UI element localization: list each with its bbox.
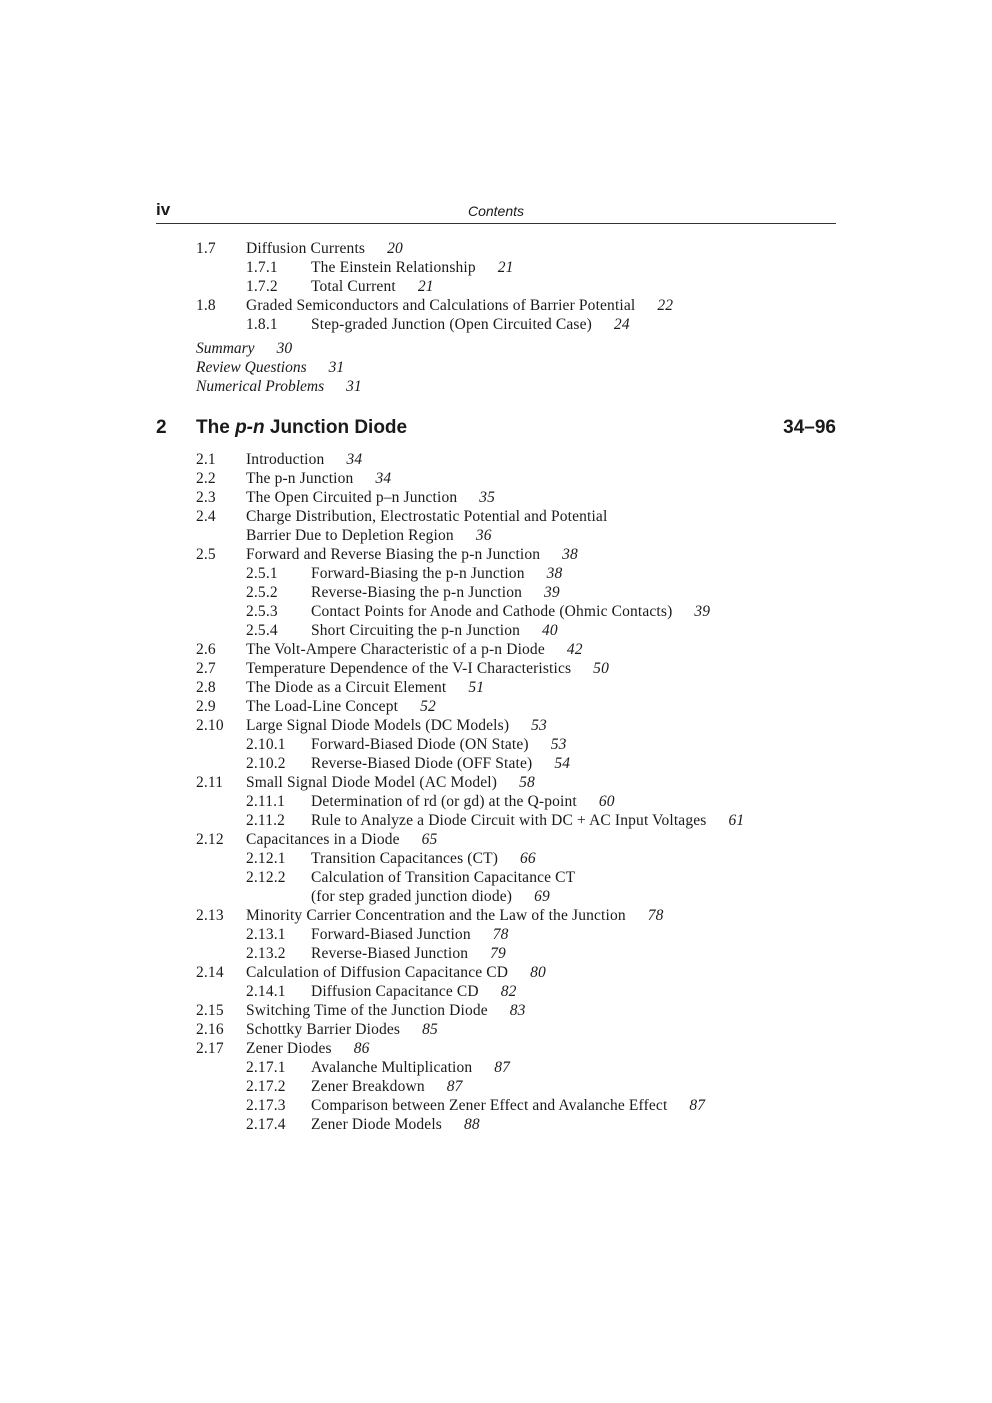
toc-number: 2.5 (196, 546, 216, 563)
toc-number: 2.5.2 (246, 584, 278, 601)
toc-number: 1.7 (196, 240, 216, 257)
chapter-number: 2 (156, 417, 167, 438)
toc-title: Contact Points for Anode and Cathode (Ohmic Contacts) 39 (311, 603, 711, 620)
toc-number: 2.7 (196, 660, 216, 677)
toc-page: 50 (593, 660, 609, 677)
toc-number: 2.17.3 (246, 1097, 286, 1114)
toc-title: Introduction 34 (246, 451, 363, 468)
toc-number: 2.10.2 (246, 755, 286, 772)
toc-number: 2.10 (196, 717, 224, 734)
toc-title: Forward-Biased Diode (ON State) 53 (311, 736, 567, 753)
toc-page: 69 (534, 888, 550, 905)
toc-number: 2.16 (196, 1021, 224, 1038)
toc-number: 2.5.1 (246, 565, 278, 582)
toc-page: 53 (550, 736, 567, 753)
toc-number: 2.14.1 (246, 983, 286, 1000)
toc-page: 38 (546, 565, 563, 582)
toc-page: 53 (531, 717, 547, 734)
toc-title: Zener Diodes 86 (246, 1040, 370, 1057)
toc-title: Zener Diode Models 88 (311, 1116, 480, 1133)
toc-title: Step-graded Junction (Open Circuited Case) 24 (311, 316, 630, 333)
toc-number: 1.7.2 (246, 278, 278, 295)
toc-title: The Open Circuited p–n Junction 35 (246, 489, 496, 506)
toc-title: Forward and Reverse Biasing the p-n Junction 38 (246, 546, 578, 563)
toc-number: 2.1 (196, 451, 216, 468)
toc-page: 34 (375, 470, 392, 487)
page-number: iv (156, 200, 171, 219)
toc-page: 31 (328, 359, 345, 376)
toc-page: 88 (463, 1116, 480, 1133)
toc-title: The Diode as a Circuit Element 51 (246, 679, 485, 696)
toc-number: 2.12.2 (246, 869, 286, 886)
toc-title: Reverse-Biasing the p-n Junction 39 (311, 584, 560, 601)
toc-title: Comparison between Zener Effect and Avalanche Effect 87 (311, 1097, 706, 1114)
toc-page: 51 (468, 679, 485, 696)
toc-number: 2.13.2 (246, 945, 286, 962)
toc-page: 60 (598, 793, 615, 810)
toc-number: 2.6 (196, 641, 216, 658)
toc-number: 2.13.1 (246, 926, 286, 943)
toc-number: 2.11 (196, 774, 224, 791)
toc-page: 54 (554, 755, 571, 772)
toc-page: 21 (417, 278, 434, 295)
toc-title: The p-n Junction 34 (246, 470, 392, 487)
toc-page: 87 (446, 1078, 463, 1095)
toc-number: 2.17 (196, 1040, 224, 1057)
toc-page: 38 (562, 546, 578, 563)
toc-page: 87 (494, 1059, 511, 1076)
toc-number: 1.7.1 (246, 259, 278, 276)
toc-page: 39 (544, 584, 560, 601)
toc-page: 20 (387, 240, 403, 257)
toc-number: 1.8.1 (246, 316, 278, 333)
toc-title: Reverse-Biased Diode (OFF State) 54 (311, 755, 571, 772)
toc-title: Diffusion Currents 20 (246, 240, 403, 257)
backmatter-title: Summary (196, 340, 255, 357)
toc-number: 2.11.1 (246, 793, 286, 810)
chapter-heading[interactable] (156, 417, 836, 441)
toc-number: 2.4 (196, 508, 216, 525)
toc-number: 2.12 (196, 831, 224, 848)
toc-title: Short Circuiting the p-n Junction 40 (311, 622, 558, 639)
toc-page: 30 (276, 340, 293, 357)
toc-number: 2.3 (196, 489, 216, 506)
toc-title: Reverse-Biased Junction 79 (311, 945, 506, 962)
toc-title: (for step graded junction diode) 69 (311, 888, 550, 905)
running-title: Contents (467, 203, 525, 219)
toc-title: Large Signal Diode Models (DC Models) 53 (246, 717, 547, 734)
toc-page: 35 (479, 489, 496, 506)
toc-page: 78 (492, 926, 509, 943)
toc-page: 39 (694, 603, 711, 620)
toc-number: 2.17.4 (246, 1116, 286, 1133)
backmatter-title: Review Questions (196, 359, 307, 376)
toc-page: 21 (497, 259, 514, 276)
toc-page: 87 (689, 1097, 706, 1114)
toc-title: Graded Semiconductors and Calculations of Barrier Potential 22 (246, 297, 674, 314)
toc-title: Rule to Analyze a Diode Circuit with DC + AC Input Voltages 61 (311, 812, 745, 829)
toc-page: 22 (657, 297, 674, 314)
toc-title: Total Current 21 (311, 278, 434, 295)
toc-page: 24 (613, 316, 630, 333)
toc-page: 58 (519, 774, 535, 791)
page-header (156, 199, 836, 224)
toc-title: Calculation of Transition Capacitance CT (311, 869, 576, 886)
backmatter-numerical-problems[interactable] (196, 377, 362, 396)
toc-number: 2.5.4 (246, 622, 278, 639)
toc-page: 78 (647, 907, 664, 924)
toc-title: Forward-Biased Junction 78 (311, 926, 509, 943)
toc-page: 42 (566, 641, 583, 658)
toc-page: 79 (490, 945, 506, 962)
toc-page: 86 (353, 1040, 370, 1057)
toc-page: 61 (728, 812, 745, 829)
toc-page: 66 (520, 850, 536, 867)
toc-title: Forward-Biasing the p-n Junction 38 (311, 565, 563, 582)
toc-title: Determination of rd (or gd) at the Q-point 60 (311, 793, 615, 810)
toc-title: Schottky Barrier Diodes 85 (246, 1021, 438, 1038)
toc-title: Avalanche Multiplication 87 (311, 1059, 511, 1076)
toc-title: The Volt-Ampere Characteristic of a p-n Diode 42 (246, 641, 583, 658)
toc-number: 2.11.2 (246, 812, 286, 829)
toc-number: 2.17.1 (246, 1059, 286, 1076)
toc-title: Charge Distribution, Electrostatic Potential and Potential (246, 508, 608, 525)
toc-number: 2.13 (196, 907, 224, 924)
toc-title: Zener Breakdown 87 (311, 1078, 463, 1095)
toc-title: Temperature Dependence of the V-I Characteristics 50 (246, 660, 609, 677)
toc-number: 2.5.3 (246, 603, 278, 620)
toc-page: 83 (509, 1002, 526, 1019)
backmatter-review-questions[interactable] (196, 358, 344, 377)
toc-title: Small Signal Diode Model (AC Model) 58 (246, 774, 535, 791)
toc-number: 2.8 (196, 679, 216, 696)
toc-page: 52 (420, 698, 436, 715)
toc-page: 34 (346, 451, 363, 468)
toc-number: 2.14 (196, 964, 224, 981)
toc-title: Capacitances in a Diode 65 (246, 831, 438, 848)
toc-page: 85 (422, 1021, 438, 1038)
toc-page: 36 (475, 527, 492, 544)
toc-number: 2.9 (196, 698, 216, 715)
toc-title: Transition Capacitances (CT) 66 (311, 850, 536, 867)
toc-number: 2.17.2 (246, 1078, 286, 1095)
toc-page: 31 (346, 378, 362, 395)
backmatter-summary[interactable] (196, 339, 292, 358)
toc-title: Minority Carrier Concentration and the Law of the Junction 78 (246, 907, 664, 924)
toc-title: Calculation of Diffusion Capacitance CD 80 (246, 964, 546, 981)
chapter-title: The p-n Junction Diode (196, 417, 408, 438)
toc-number: 2.12.1 (246, 850, 286, 867)
backmatter-title: Numerical Problems (196, 378, 325, 395)
toc-page: 65 (421, 831, 438, 848)
toc-title: The Load-Line Concept 52 (246, 698, 436, 715)
toc-title: Diffusion Capacitance CD 82 (311, 983, 517, 1000)
toc-title: Barrier Due to Depletion Region 36 (246, 527, 492, 544)
toc-page: 80 (530, 964, 546, 981)
toc-number: 2.2 (196, 470, 216, 487)
toc-number: 2.15 (196, 1002, 224, 1019)
chapter-pages: 34–96 (783, 417, 836, 438)
toc-number: 1.8 (196, 297, 216, 314)
toc-title: The Einstein Relationship 21 (311, 259, 514, 276)
toc-number: 2.10.1 (246, 736, 286, 753)
toc-title: Switching Time of the Junction Diode 83 (246, 1002, 526, 1019)
toc-page: 40 (542, 622, 558, 639)
toc-page: 82 (500, 983, 517, 1000)
